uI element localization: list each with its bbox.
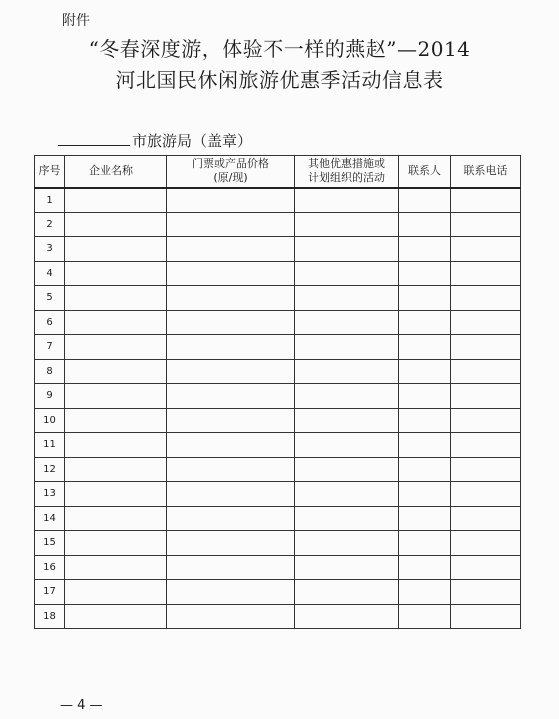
cell-serial: 4 [35,261,65,286]
header-price-line1: 门票或产品价格 [192,157,269,171]
table-row [35,310,521,335]
table-row [35,384,521,409]
cell-contact[interactable] [399,457,451,482]
cell-company[interactable] [65,261,167,286]
page-title-line1: “冬春深度游，体验不一样的燕赵”—2014 [88,37,471,61]
bureau-name-blank[interactable] [58,131,130,146]
cell-measures[interactable] [295,310,399,335]
table-row [35,188,521,213]
cell-measures[interactable] [295,506,399,531]
header-contact: 联系人 [399,156,451,188]
cell-company[interactable] [65,237,167,262]
cell-contact[interactable] [399,335,451,360]
cell-company[interactable] [65,457,167,482]
cell-serial: 10 [35,408,65,433]
cell-phone[interactable] [451,408,521,433]
cell-serial: 5 [35,286,65,311]
header-measures-line2: 计划组织的活动 [308,171,385,185]
cell-phone[interactable] [451,482,521,507]
cell-phone[interactable] [451,335,521,360]
cell-company[interactable] [65,188,167,213]
cell-contact[interactable] [399,261,451,286]
cell-phone[interactable] [451,555,521,580]
page-title-line2: 河北国民休闲旅游优惠季活动信息表 [115,68,444,92]
cell-price[interactable] [167,555,295,580]
cell-company[interactable] [65,212,167,237]
cell-phone[interactable] [451,531,521,556]
cell-measures[interactable] [295,555,399,580]
cell-phone[interactable] [451,604,521,629]
table-row [35,580,521,605]
cell-serial: 2 [35,212,65,237]
annex-label: 附件 [62,13,90,29]
cell-measures[interactable] [295,457,399,482]
cell-measures[interactable] [295,212,399,237]
table-row [35,212,521,237]
cell-company[interactable] [65,604,167,629]
cell-contact[interactable] [399,482,451,507]
table-row [35,335,521,360]
cell-price[interactable] [167,335,295,360]
cell-contact[interactable] [399,555,451,580]
cell-measures[interactable] [295,237,399,262]
cell-contact[interactable] [399,310,451,335]
cell-company[interactable] [65,531,167,556]
cell-serial: 8 [35,359,65,384]
table-row [35,506,521,531]
cell-serial: 17 [35,580,65,605]
cell-contact[interactable] [399,384,451,409]
cell-measures[interactable] [295,384,399,409]
cell-phone[interactable] [451,580,521,605]
cell-price[interactable] [167,580,295,605]
table-row [35,555,521,580]
cell-phone[interactable] [451,384,521,409]
cell-contact[interactable] [399,359,451,384]
cell-contact[interactable] [399,580,451,605]
table-row [35,604,521,629]
cell-price[interactable] [167,482,295,507]
table-row [35,457,521,482]
cell-contact[interactable] [399,237,451,262]
cell-company[interactable] [65,286,167,311]
table-row [35,531,521,556]
cell-price[interactable] [167,237,295,262]
cell-contact[interactable] [399,506,451,531]
cell-measures[interactable] [295,433,399,458]
page-number: — 4 — [60,698,103,713]
cell-contact[interactable] [399,433,451,458]
cell-measures[interactable] [295,261,399,286]
cell-phone[interactable] [451,310,521,335]
header-measures [295,156,399,188]
header-phone: 联系电话 [451,156,521,188]
cell-serial: 3 [35,237,65,262]
cell-company[interactable] [65,310,167,335]
bureau-label: 市旅游局（盖章） [132,132,253,150]
cell-contact[interactable] [399,212,451,237]
cell-company[interactable] [65,335,167,360]
header-price [167,156,295,188]
cell-phone[interactable] [451,237,521,262]
cell-contact[interactable] [399,286,451,311]
table-row [35,408,521,433]
cell-price[interactable] [167,384,295,409]
bureau-line [58,130,252,151]
cell-measures[interactable] [295,335,399,360]
table-row [35,261,521,286]
cell-price[interactable] [167,506,295,531]
cell-measures[interactable] [295,359,399,384]
cell-phone[interactable] [451,457,521,482]
table-body [35,188,521,629]
cell-phone[interactable] [451,506,521,531]
cell-price[interactable] [167,261,295,286]
cell-phone[interactable] [451,433,521,458]
cell-company[interactable] [65,580,167,605]
info-table [34,155,521,629]
cell-serial: 14 [35,506,65,531]
cell-price[interactable] [167,433,295,458]
cell-company[interactable] [65,433,167,458]
cell-contact[interactable] [399,408,451,433]
cell-price[interactable] [167,212,295,237]
cell-measures[interactable] [295,531,399,556]
cell-price[interactable] [167,286,295,311]
cell-price[interactable] [167,188,295,213]
table-row [35,286,521,311]
cell-phone[interactable] [451,359,521,384]
header-price-line2: (原/现) [213,171,248,185]
cell-contact[interactable] [399,604,451,629]
cell-contact[interactable] [399,188,451,213]
cell-price[interactable] [167,531,295,556]
cell-price[interactable] [167,408,295,433]
header-company: 企业名称 [65,156,167,188]
cell-phone[interactable] [451,261,521,286]
table-row [35,237,521,262]
cell-company[interactable] [65,384,167,409]
cell-measures[interactable] [295,286,399,311]
table-row [35,482,521,507]
header-measures-line1: 其他优惠措施或 [308,157,385,171]
cell-company[interactable] [65,555,167,580]
cell-serial: 15 [35,531,65,556]
cell-serial: 18 [35,604,65,629]
cell-serial: 13 [35,482,65,507]
cell-serial: 9 [35,384,65,409]
table-header-row [35,156,521,188]
cell-measures[interactable] [295,408,399,433]
cell-serial: 7 [35,335,65,360]
cell-serial: 6 [35,310,65,335]
cell-price[interactable] [167,310,295,335]
cell-phone[interactable] [451,188,521,213]
table-row [35,433,521,458]
header-serial: 序号 [35,156,65,188]
cell-measures[interactable] [295,482,399,507]
cell-serial: 11 [35,433,65,458]
cell-phone[interactable] [451,212,521,237]
cell-measures[interactable] [295,604,399,629]
cell-measures[interactable] [295,580,399,605]
cell-company[interactable] [65,408,167,433]
cell-company[interactable] [65,482,167,507]
table-row [35,359,521,384]
cell-serial: 16 [35,555,65,580]
cell-price[interactable] [167,457,295,482]
cell-price[interactable] [167,604,295,629]
cell-company[interactable] [65,506,167,531]
cell-serial: 1 [35,188,65,213]
cell-price[interactable] [167,359,295,384]
cell-company[interactable] [65,359,167,384]
cell-phone[interactable] [451,286,521,311]
cell-measures[interactable] [295,188,399,213]
cell-serial: 12 [35,457,65,482]
cell-contact[interactable] [399,531,451,556]
